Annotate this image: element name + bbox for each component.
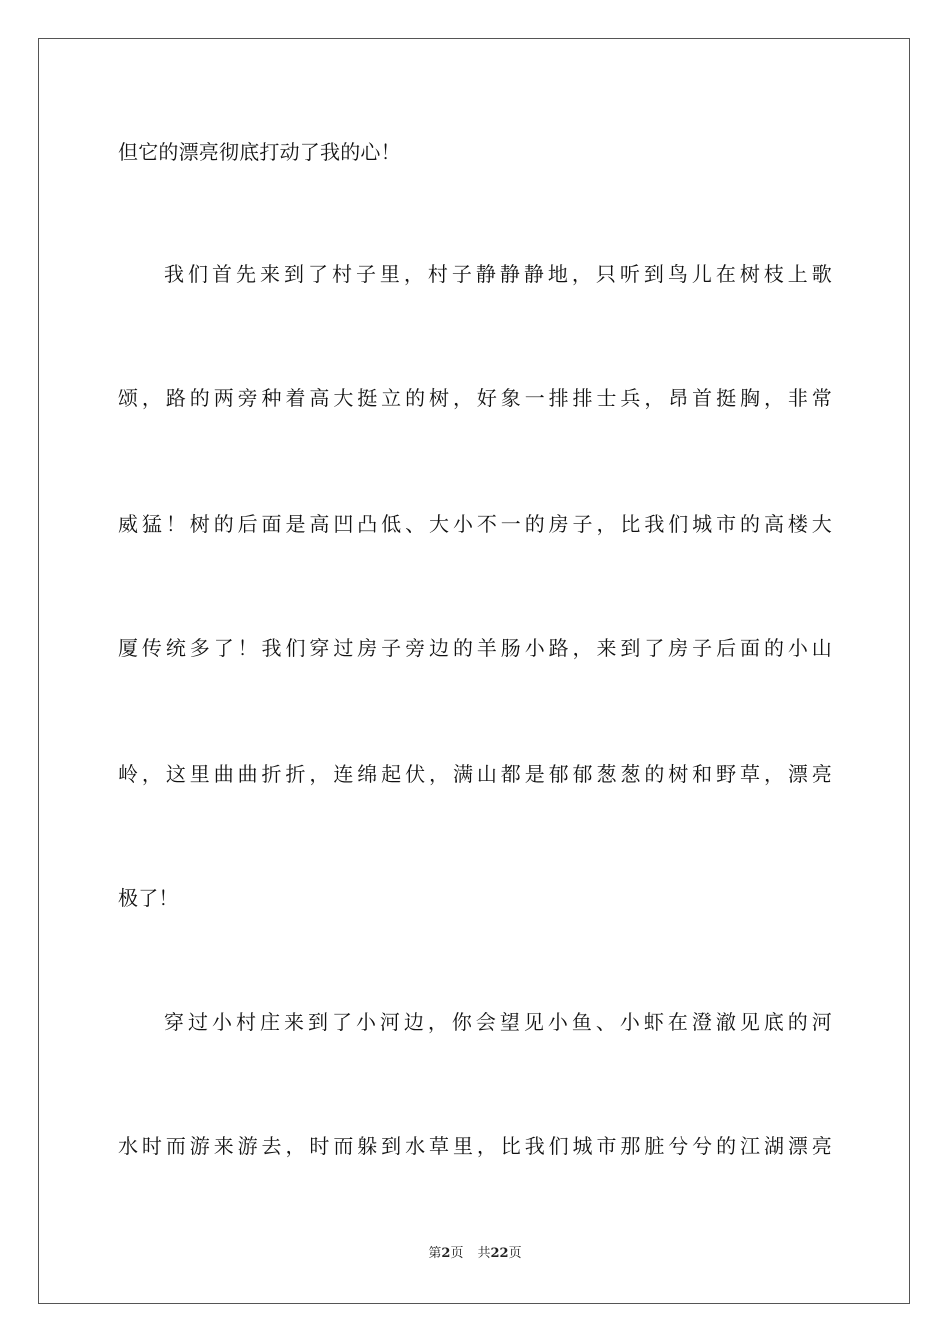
text-line-2: 我们首先来到了村子里，村子静静静地，只听到鸟儿在树枝上歌 <box>164 262 832 286</box>
page-footer <box>0 1246 950 1262</box>
page-prefix: 第 <box>428 1246 442 1261</box>
text-line-8: 穿过小村庄来到了小河边，你会望见小鱼、小虾在澄澈见底的河 <box>164 1010 832 1034</box>
page-number: 2 <box>441 1246 451 1261</box>
text-line-9: 水时而游来游去，时而躲到水草里，比我们城市那脏兮兮的江湖漂亮 <box>118 1134 832 1158</box>
text-line-4: 威猛！树的后面是高凹凸低、大小不一的房子，比我们城市的高楼大 <box>118 512 832 536</box>
text-line-5: 厦传统多了！我们穿过房子旁边的羊肠小路，来到了房子后面的小山 <box>118 636 832 660</box>
page-frame <box>38 38 910 1304</box>
text-line-6: 岭，这里曲曲折折，连绵起伏，满山都是郁郁葱葱的树和野草，漂亮 <box>118 762 832 786</box>
text-line-7: 极了！ <box>118 886 179 910</box>
total-suffix: 页 <box>508 1246 522 1261</box>
total-pages: 22 <box>490 1246 509 1261</box>
page-suffix: 页 <box>450 1246 464 1261</box>
total-prefix: 共 <box>477 1246 491 1261</box>
text-line-3: 颂，路的两旁种着高大挺立的树，好象一排排士兵，昂首挺胸，非常 <box>118 386 832 410</box>
text-line-1: 但它的漂亮彻底打动了我的心！ <box>118 140 401 164</box>
